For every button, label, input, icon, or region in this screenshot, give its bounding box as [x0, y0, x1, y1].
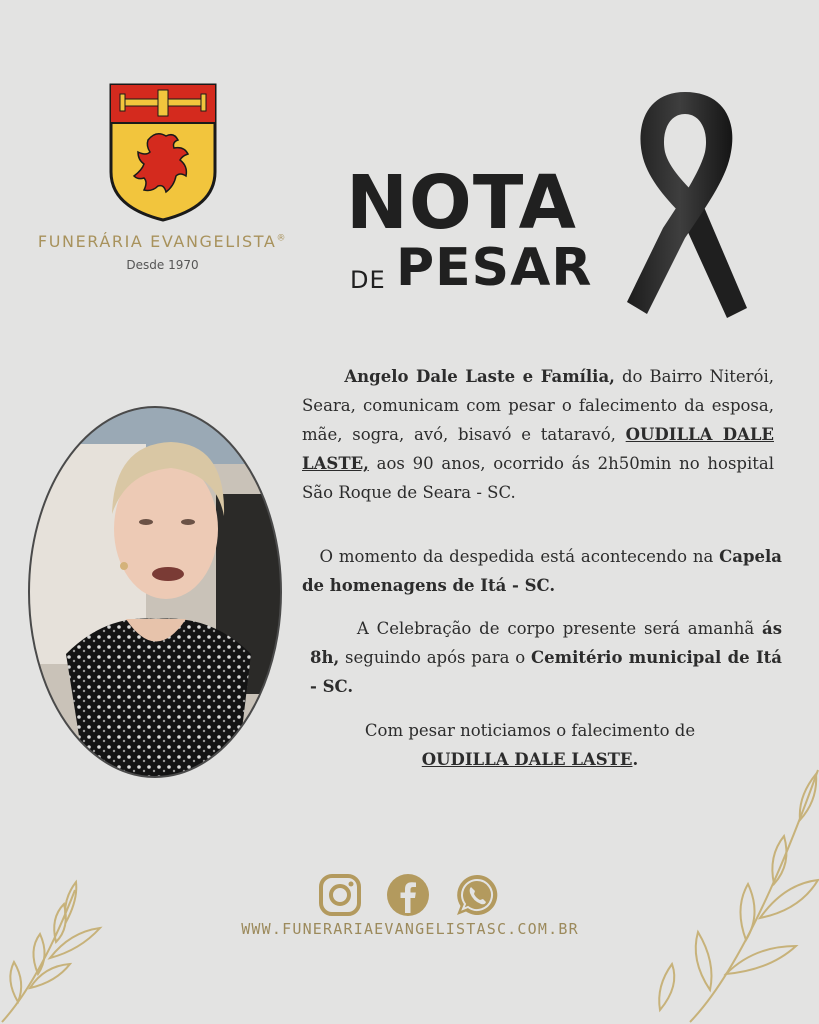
brand-since: Desde 1970: [126, 258, 199, 272]
announcement-paragraph: Angelo Dale Laste e Família, do Bairro Niterói, Seara, comunicam com pesar o falecimento da esposa, mãe, sogra, avó, bisavó e tataravó, OUDILLA DALE LASTE, aos 90 anos, ocorrido ás 2h50min no hospital São Roque de Seara - SC.: [302, 367, 774, 502]
branch-decoration-icon: [0, 870, 115, 1024]
ceremony-time: ás 8h,: [310, 619, 782, 667]
website-link[interactable]: WWW.FUNERARIAEVANGELISTASC.COM.BR: [241, 920, 579, 938]
title-de: DE: [350, 266, 386, 294]
branch-decoration-icon: [650, 760, 819, 1024]
farewell-place: Capela de homenagens de Itá - SC.: [302, 547, 782, 595]
closing-paragraph: Com pesar noticiamos o falecimento de OUDILLA DALE LASTE.: [364, 721, 696, 769]
family-name: Angelo Dale Laste e Família,: [344, 367, 615, 386]
farewell-paragraph: O momento da despedida está acontecendo na Capela de homenagens de Itá - SC.: [302, 547, 782, 595]
brand-name: FUNERÁRIA EVANGELISTA®: [37, 232, 288, 251]
deceased-name: OUDILLA DALE LASTE,: [302, 425, 774, 473]
funeraria-crest-logo: [108, 82, 218, 222]
mourning-ribbon-icon: [615, 88, 755, 328]
cemetery-place: Cemitério municipal de Itá - SC.: [310, 648, 782, 696]
deceased-portrait: [26, 404, 284, 780]
title-nota: NOTA: [346, 160, 577, 246]
title-pesar: PESAR: [396, 238, 593, 298]
deceased-name-closing: OUDILLA DALE LASTE: [421, 750, 633, 769]
ceremony-paragraph: A Celebração de corpo presente será amanhã ás 8h, seguindo após para o Cemitério municipal de Itá - SC.: [310, 619, 782, 696]
instagram-icon[interactable]: [318, 873, 362, 917]
whatsapp-icon[interactable]: [455, 873, 499, 917]
facebook-icon[interactable]: [386, 873, 430, 917]
